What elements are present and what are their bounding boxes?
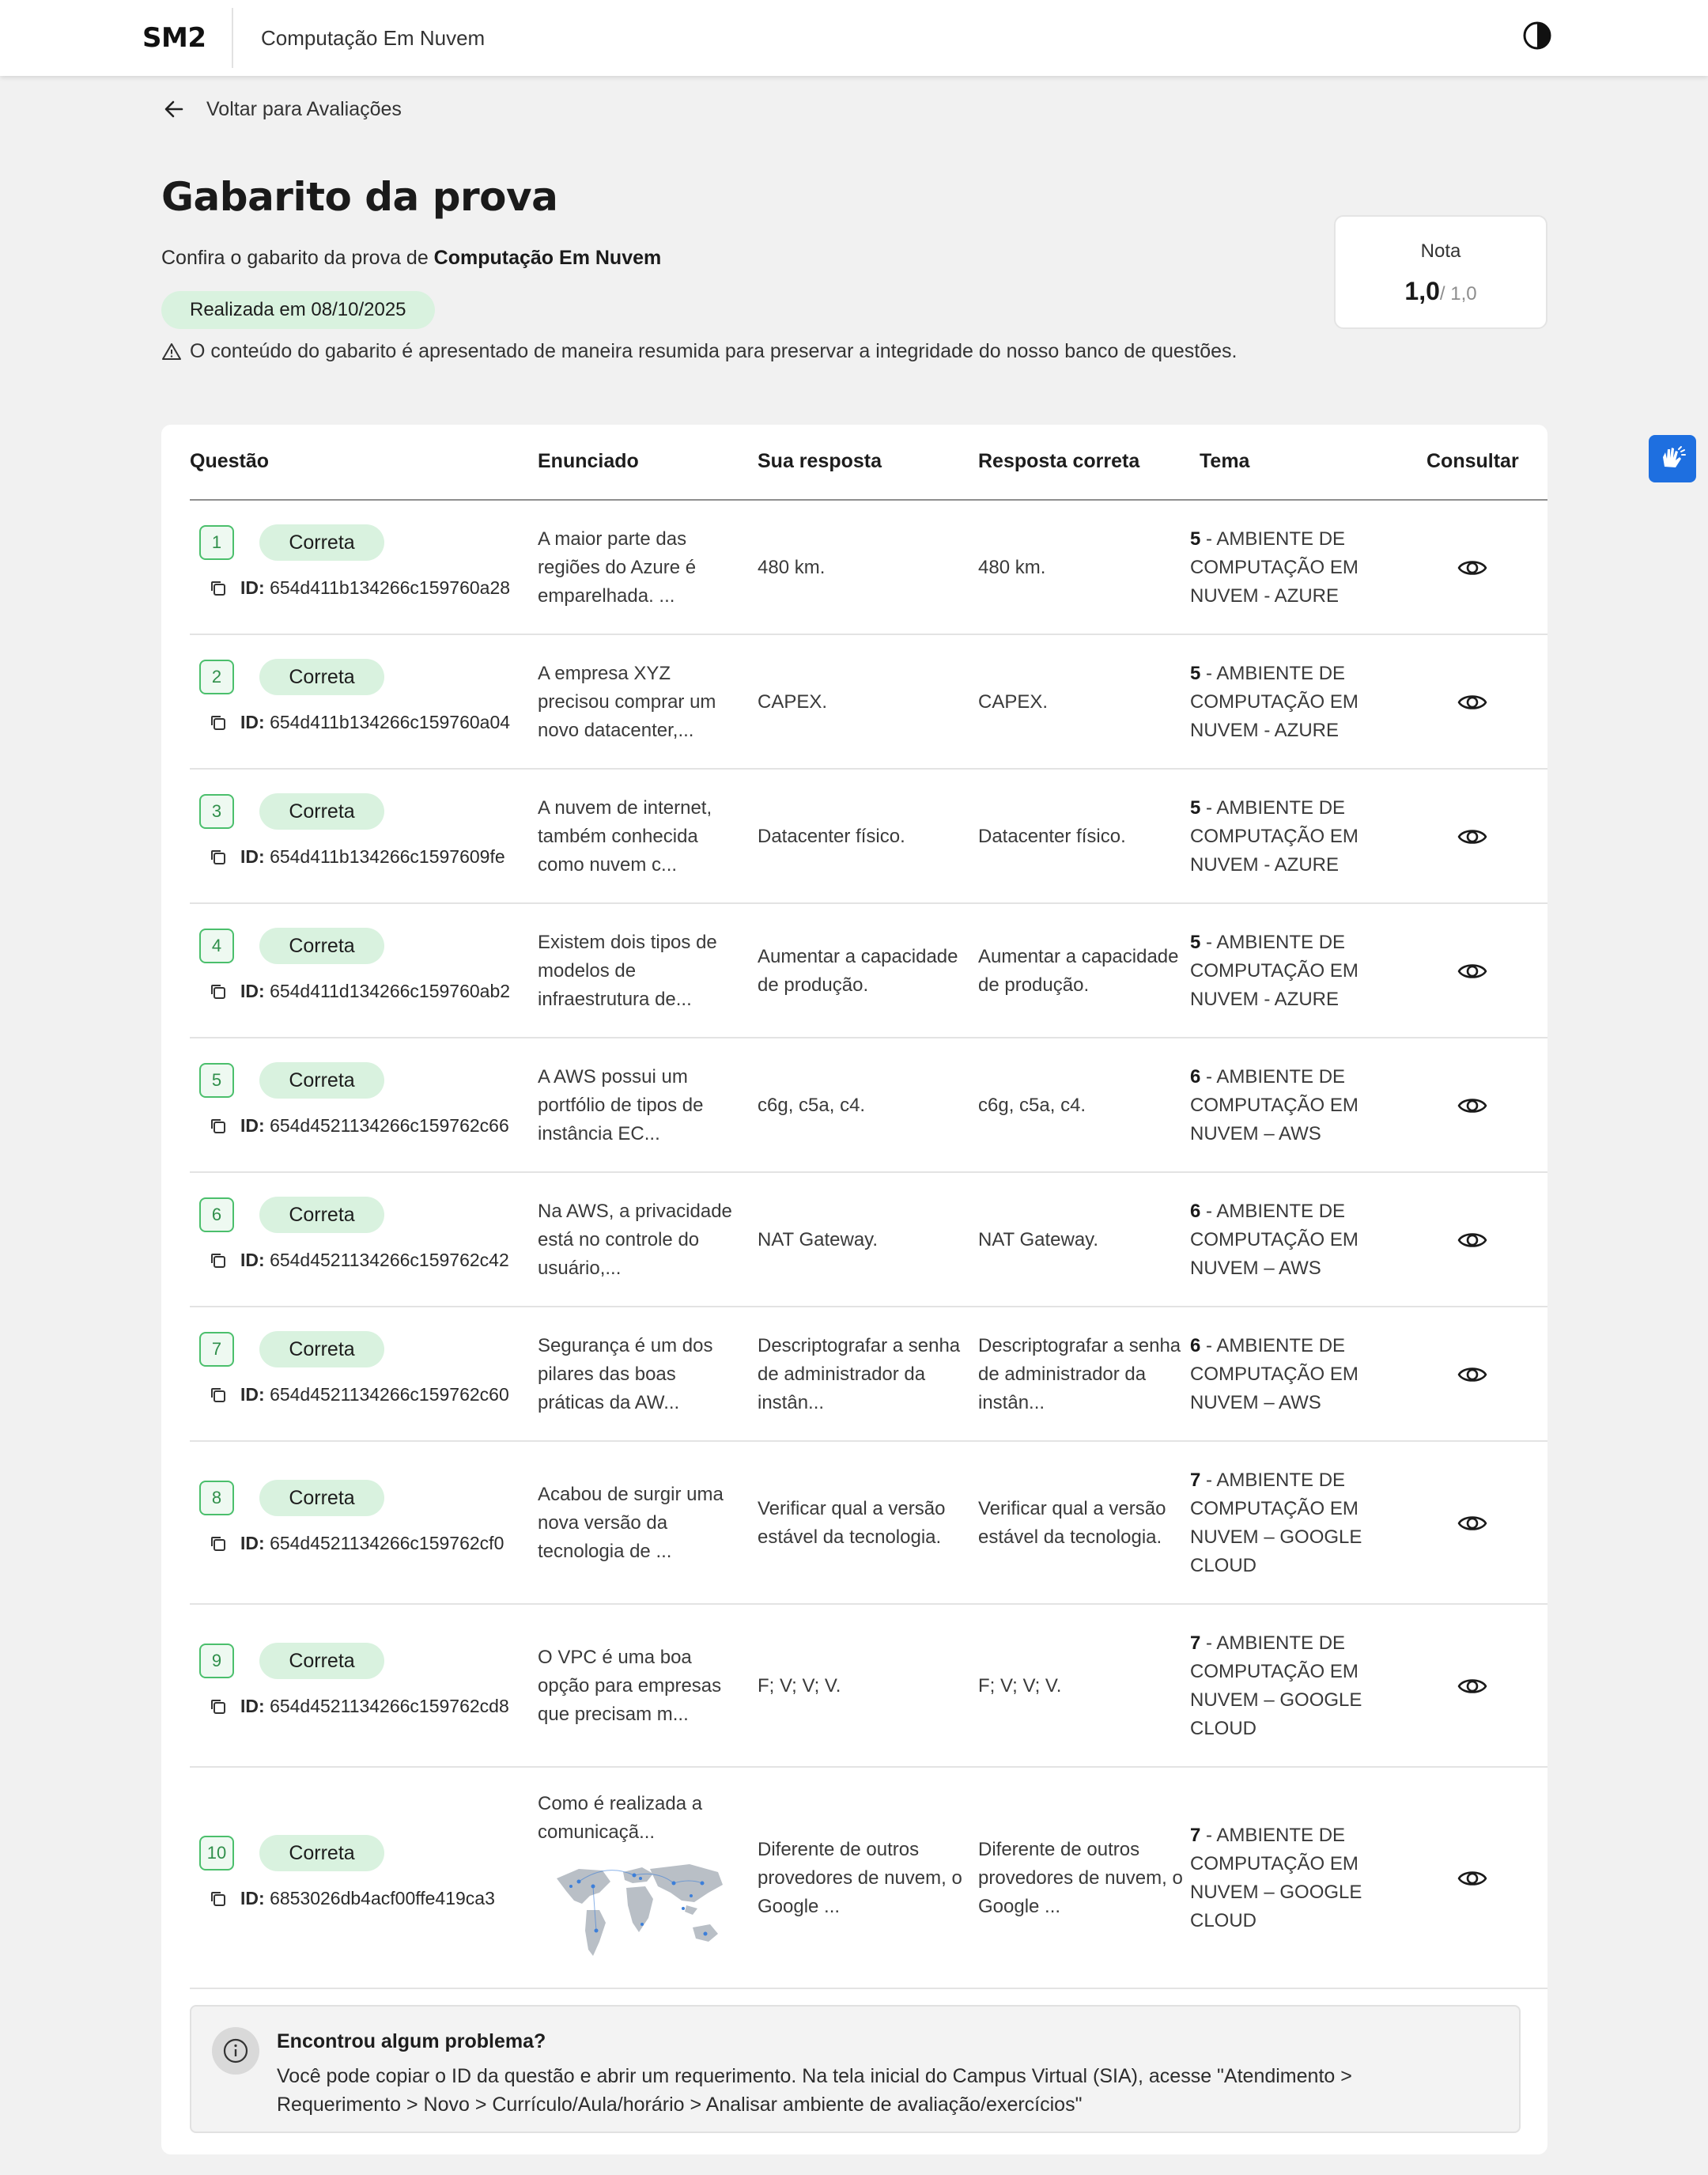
statement-cell: Acabou de surgir uma nova versão da tecnologia de ... bbox=[538, 1484, 724, 1562]
copy-icon[interactable] bbox=[209, 1889, 228, 1908]
theme-number: 6 bbox=[1190, 1201, 1201, 1222]
topbar-divider bbox=[232, 8, 233, 68]
question-id-text bbox=[240, 981, 510, 1002]
statement-cell: A maior parte das regiões do Azure é emparelhada. ... bbox=[538, 528, 697, 607]
your-answer-cell: 480 km. bbox=[758, 557, 826, 578]
id-value: 654d4521134266c159762cd8 bbox=[270, 1696, 509, 1716]
page-subtitle bbox=[161, 247, 661, 270]
your-answer-cell: Datacenter físico. bbox=[758, 826, 905, 847]
question-id-text bbox=[240, 1888, 495, 1909]
back-to-evaluations-link[interactable] bbox=[162, 93, 402, 125]
correct-answer-cell: Verificar qual a versão estável da tecnologia. bbox=[978, 1498, 1166, 1548]
theme-number: 6 bbox=[1190, 1066, 1201, 1088]
theme-number: 5 bbox=[1190, 797, 1201, 819]
question-number: 3 bbox=[199, 794, 234, 829]
copy-icon[interactable] bbox=[209, 1697, 228, 1716]
theme-text: - AMBIENTE DE COMPUTAÇÃO EM NUVEM – GOOGLE CLOUD bbox=[1190, 1825, 1362, 1931]
theme-number: 7 bbox=[1190, 1825, 1201, 1846]
question-number: 1 bbox=[199, 525, 234, 560]
question-number: 10 bbox=[199, 1836, 234, 1870]
question-id-text bbox=[240, 1384, 509, 1405]
question-id-text bbox=[240, 1533, 504, 1554]
id-value: 654d411d134266c159760ab2 bbox=[270, 981, 511, 1001]
table-row bbox=[190, 635, 1547, 770]
question-id-text bbox=[240, 712, 510, 733]
your-answer-cell: Aumentar a capacidade de produção. bbox=[758, 946, 958, 996]
theme-cell bbox=[1190, 1466, 1380, 1580]
question-id bbox=[209, 1384, 509, 1405]
theme-toggle-icon[interactable] bbox=[1522, 21, 1552, 51]
theme-cell bbox=[1190, 1197, 1380, 1283]
header-question: Questão bbox=[190, 450, 270, 472]
problem-text: Você pode copiar o ID da questão e abrir um requerimento. Na tela inicial do Campus Virtual (SIA), acesse "Atendimento > Requerimento > Novo > Currículo/Aula/horário > Analisar ambiente de avaliação/exercícios" bbox=[277, 2065, 1352, 2116]
status-badge: Correta bbox=[259, 1197, 384, 1233]
theme-text: - AMBIENTE DE COMPUTAÇÃO EM NUVEM - AZURE bbox=[1190, 528, 1358, 607]
theme-cell bbox=[1190, 794, 1380, 879]
question-id bbox=[209, 1533, 504, 1554]
theme-cell bbox=[1190, 929, 1380, 1014]
question-number: 7 bbox=[199, 1332, 234, 1367]
question-id bbox=[209, 846, 505, 868]
score-value bbox=[1336, 277, 1546, 306]
theme-number: 5 bbox=[1190, 663, 1201, 684]
question-id bbox=[209, 577, 510, 599]
status-badge: Correta bbox=[259, 659, 384, 695]
correct-answer-cell: CAPEX. bbox=[978, 691, 1049, 713]
subtitle-prefix: Confira o gabarito da prova de bbox=[161, 247, 434, 269]
view-question-eye-icon[interactable] bbox=[1457, 552, 1488, 584]
theme-number: 7 bbox=[1190, 1632, 1201, 1654]
status-badge: Correta bbox=[259, 1331, 384, 1367]
question-id-text bbox=[240, 1250, 509, 1271]
view-question-eye-icon[interactable] bbox=[1457, 955, 1488, 987]
question-id-text bbox=[240, 846, 505, 868]
question-id bbox=[209, 1115, 509, 1137]
table-row bbox=[190, 1307, 1547, 1442]
date-badge: Realizada em 08/10/2025 bbox=[161, 291, 435, 329]
arrow-left-icon bbox=[162, 97, 186, 121]
status-badge: Correta bbox=[259, 793, 384, 830]
theme-text: - AMBIENTE DE COMPUTAÇÃO EM NUVEM – AWS bbox=[1190, 1066, 1358, 1144]
theme-number: 6 bbox=[1190, 1335, 1201, 1356]
theme-cell bbox=[1190, 1821, 1380, 1935]
world-map-image bbox=[547, 1855, 734, 1965]
theme-cell bbox=[1190, 1629, 1380, 1743]
copy-icon[interactable] bbox=[209, 1251, 228, 1270]
id-label: ID: bbox=[240, 1888, 265, 1908]
theme-text: - AMBIENTE DE COMPUTAÇÃO EM NUVEM – AWS bbox=[1190, 1201, 1358, 1279]
id-label: ID: bbox=[240, 1384, 265, 1405]
copy-icon[interactable] bbox=[209, 982, 228, 1001]
correct-answer-cell: Diferente de outros provedores de nuvem, o Google ... bbox=[978, 1839, 1183, 1917]
id-label: ID: bbox=[240, 1250, 265, 1270]
statement-cell: O VPC é uma boa opção para empresas que precisam m... bbox=[538, 1647, 722, 1725]
statement-cell: Na AWS, a privacidade está no controle do usuário,... bbox=[538, 1201, 732, 1279]
header-correct-answer: Resposta correta bbox=[978, 450, 1140, 472]
table-row bbox=[190, 1442, 1547, 1605]
id-value: 654d411b134266c1597609fe bbox=[270, 846, 505, 867]
question-id bbox=[209, 1888, 495, 1909]
theme-number: 5 bbox=[1190, 932, 1201, 953]
theme-number: 7 bbox=[1190, 1470, 1201, 1491]
view-question-eye-icon[interactable] bbox=[1457, 1670, 1488, 1702]
brand-logo[interactable]: SM2 bbox=[142, 22, 206, 54]
statement-cell: Como é realizada a comunicaçã... bbox=[538, 1793, 703, 1843]
id-label: ID: bbox=[240, 1115, 265, 1136]
table-row bbox=[190, 1038, 1547, 1173]
correct-answer-cell: Datacenter físico. bbox=[978, 826, 1126, 847]
problem-title: Encontrou algum problema? bbox=[277, 2030, 546, 2052]
warning-notice bbox=[161, 340, 1238, 363]
question-id bbox=[209, 981, 510, 1002]
theme-text: - AMBIENTE DE COMPUTAÇÃO EM NUVEM – AWS bbox=[1190, 1335, 1358, 1413]
table-row bbox=[190, 1768, 1547, 1989]
theme-text: - AMBIENTE DE COMPUTAÇÃO EM NUVEM – GOOGLE CLOUD bbox=[1190, 1470, 1362, 1576]
your-answer-cell: Descriptografar a senha de administrador da instân... bbox=[758, 1335, 961, 1413]
theme-text: - AMBIENTE DE COMPUTAÇÃO EM NUVEM - AZURE bbox=[1190, 932, 1358, 1010]
id-value: 6853026db4acf00ffe419ca3 bbox=[270, 1888, 495, 1908]
id-value: 654d4521134266c159762c66 bbox=[270, 1115, 509, 1136]
page-title: Gabarito da prova bbox=[161, 174, 558, 220]
question-id-text bbox=[240, 1696, 509, 1717]
correct-answer-cell: Descriptografar a senha de administrador da instân... bbox=[978, 1335, 1181, 1413]
theme-cell bbox=[1190, 525, 1380, 611]
id-label: ID: bbox=[240, 577, 265, 598]
statement-cell: Segurança é um dos pilares das boas práticas da AW... bbox=[538, 1335, 713, 1413]
accessibility-button[interactable] bbox=[1649, 435, 1696, 482]
view-question-eye-icon[interactable] bbox=[1457, 1090, 1488, 1122]
warning-text: O conteúdo do gabarito é apresentado de maneira resumida para preservar a integridade do nosso banco de questões. bbox=[190, 340, 1238, 362]
question-id-text bbox=[240, 1115, 509, 1137]
id-label: ID: bbox=[240, 846, 265, 867]
id-value: 654d4521134266c159762c60 bbox=[270, 1384, 509, 1405]
status-badge: Correta bbox=[259, 1835, 384, 1871]
header-theme: Tema bbox=[1200, 450, 1250, 472]
question-number: 2 bbox=[199, 660, 234, 694]
subtitle-course: Computação Em Nuvem bbox=[433, 247, 662, 269]
your-answer-cell: Diferente de outros provedores de nuvem, o Google ... bbox=[758, 1839, 962, 1917]
id-label: ID: bbox=[240, 981, 265, 1001]
your-answer-cell: Verificar qual a versão estável da tecnologia. bbox=[758, 1498, 946, 1548]
theme-text: - AMBIENTE DE COMPUTAÇÃO EM NUVEM – GOOGLE CLOUD bbox=[1190, 1632, 1362, 1739]
view-question-eye-icon[interactable] bbox=[1457, 1359, 1488, 1390]
id-value: 654d411b134266c159760a04 bbox=[270, 712, 511, 732]
theme-text: - AMBIENTE DE COMPUTAÇÃO EM NUVEM - AZURE bbox=[1190, 663, 1358, 741]
copy-icon[interactable] bbox=[209, 1117, 228, 1136]
question-number: 6 bbox=[199, 1197, 234, 1232]
accessibility-icon bbox=[1657, 443, 1688, 475]
theme-number: 5 bbox=[1190, 528, 1201, 550]
correct-answer-cell: 480 km. bbox=[978, 557, 1046, 578]
table-row bbox=[190, 904, 1547, 1038]
header-statement: Enunciado bbox=[538, 450, 639, 472]
statement-cell: A empresa XYZ precisou comprar um novo datacenter,... bbox=[538, 663, 716, 741]
table-header bbox=[190, 425, 1547, 501]
correct-answer-cell: NAT Gateway. bbox=[978, 1229, 1099, 1250]
question-number: 8 bbox=[199, 1481, 234, 1515]
warning-icon bbox=[161, 342, 182, 362]
status-badge: Correta bbox=[259, 1643, 384, 1679]
copy-icon[interactable] bbox=[209, 1534, 228, 1553]
correct-answer-cell: F; V; V; V. bbox=[978, 1675, 1062, 1696]
theme-cell bbox=[1190, 1063, 1380, 1148]
statement-cell: A nuvem de internet, também conhecida como nuvem c... bbox=[538, 797, 712, 876]
question-id-text bbox=[240, 577, 510, 599]
score-number: 1,0 bbox=[1404, 277, 1440, 305]
status-badge: Correta bbox=[259, 524, 384, 561]
question-id bbox=[209, 712, 510, 733]
table-row bbox=[190, 1173, 1547, 1307]
view-question-eye-icon[interactable] bbox=[1457, 1224, 1488, 1256]
view-question-eye-icon[interactable] bbox=[1457, 1507, 1488, 1539]
your-answer-cell: NAT Gateway. bbox=[758, 1229, 879, 1250]
correct-answer-cell: Aumentar a capacidade de produção. bbox=[978, 946, 1179, 996]
copy-icon[interactable] bbox=[209, 579, 228, 598]
header-answer: Sua resposta bbox=[758, 450, 882, 472]
your-answer-cell: CAPEX. bbox=[758, 691, 828, 713]
copy-icon[interactable] bbox=[209, 713, 228, 732]
id-label: ID: bbox=[240, 1533, 265, 1553]
info-icon bbox=[212, 2027, 259, 2075]
id-value: 654d4521134266c159762c42 bbox=[270, 1250, 509, 1270]
id-value: 654d411b134266c159760a28 bbox=[270, 577, 511, 598]
theme-cell bbox=[1190, 660, 1380, 745]
course-title: Computação Em Nuvem bbox=[261, 25, 486, 50]
question-number: 5 bbox=[199, 1063, 234, 1098]
copy-icon[interactable] bbox=[209, 1386, 228, 1405]
answer-key-table bbox=[161, 425, 1547, 2154]
back-link-label: Voltar para Avaliações bbox=[206, 97, 402, 120]
status-badge: Correta bbox=[259, 928, 384, 964]
question-number: 4 bbox=[199, 929, 234, 963]
your-answer-cell: c6g, c5a, c4. bbox=[758, 1095, 866, 1116]
view-question-eye-icon[interactable] bbox=[1457, 1863, 1488, 1894]
id-label: ID: bbox=[240, 712, 265, 732]
id-label: ID: bbox=[240, 1696, 265, 1716]
table-row bbox=[190, 501, 1547, 635]
question-number: 9 bbox=[199, 1644, 234, 1678]
statement-cell: A AWS possui um portfólio de tipos de instância EC... bbox=[538, 1066, 704, 1144]
view-question-eye-icon[interactable] bbox=[1457, 821, 1488, 853]
copy-icon[interactable] bbox=[209, 848, 228, 867]
score-card bbox=[1334, 215, 1547, 329]
table-row bbox=[190, 1605, 1547, 1768]
correct-answer-cell: c6g, c5a, c4. bbox=[978, 1095, 1086, 1116]
top-bar bbox=[0, 0, 1708, 76]
your-answer-cell: F; V; V; V. bbox=[758, 1675, 841, 1696]
theme-text: - AMBIENTE DE COMPUTAÇÃO EM NUVEM - AZURE bbox=[1190, 797, 1358, 876]
score-max: / 1,0 bbox=[1439, 283, 1477, 304]
id-value: 654d4521134266c159762cf0 bbox=[270, 1533, 504, 1553]
status-badge: Correta bbox=[259, 1480, 384, 1516]
status-badge: Correta bbox=[259, 1062, 384, 1099]
score-label: Nota bbox=[1420, 240, 1461, 262]
problem-notice bbox=[190, 2005, 1521, 2133]
theme-cell bbox=[1190, 1332, 1380, 1417]
question-id bbox=[209, 1696, 509, 1717]
statement-cell: Existem dois tipos de modelos de infraestrutura de... bbox=[538, 932, 717, 1010]
header-consult: Consultar bbox=[1426, 450, 1519, 472]
table-row bbox=[190, 770, 1547, 904]
view-question-eye-icon[interactable] bbox=[1457, 687, 1488, 718]
question-id bbox=[209, 1250, 509, 1271]
